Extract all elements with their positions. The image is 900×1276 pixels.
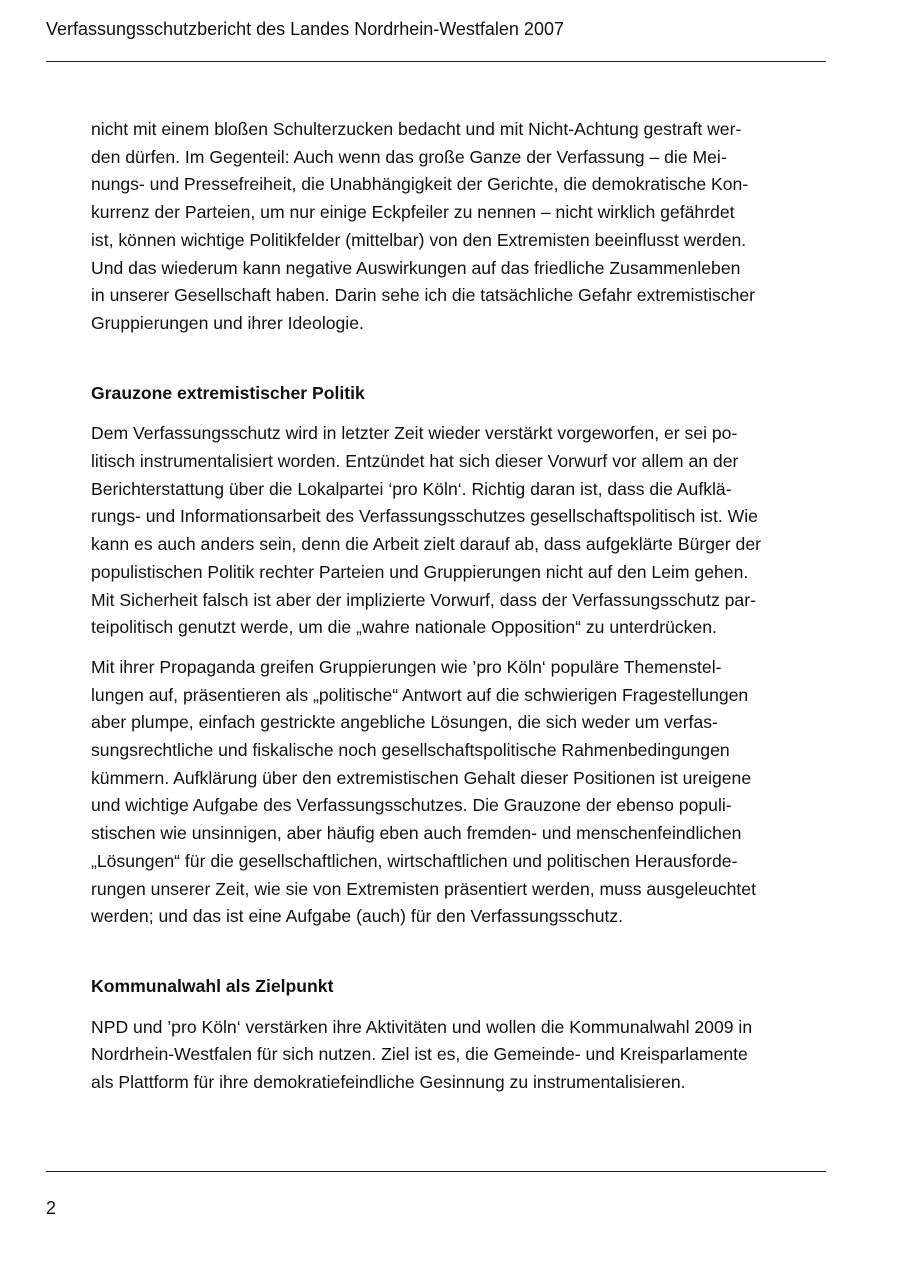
text-line: rungen unserer Zeit, wie sie von Extremisten präsentiert werden, muss ausgeleuchtet: [91, 878, 756, 899]
text-line: ist, können wichtige Politikfelder (mittelbar) von den Extremisten beeinflusst werden.: [91, 229, 747, 250]
body-paragraph: [91, 116, 831, 338]
text-line: Gruppierungen und ihrer Ideologie.: [91, 312, 364, 333]
text-line: NPD und ’pro Köln‘ verstärken ihre Aktivitäten und wollen die Kommunalwahl 2009 in: [91, 1016, 753, 1037]
text-line: Mit ihrer Propaganda greifen Gruppierungen wie ’pro Köln‘ populäre Themenstel-: [91, 656, 722, 677]
header-divider: [46, 61, 826, 62]
text-line: stischen wie unsinnigen, aber häufig eben auch fremden- und menschenfeindlichen: [91, 823, 742, 844]
text-line: kann es auch anders sein, denn die Arbeit zielt darauf ab, dass aufgeklärte Bürger der: [91, 534, 761, 555]
text-line: den dürfen. Im Gegenteil: Auch wenn das große Ganze der Verfassung – die Mei-: [91, 146, 727, 167]
body-paragraph: [91, 654, 831, 931]
text-line: Berichterstattung über die Lokalpartei ‘pro Köln‘. Richtig daran ist, dass die Aufklä-: [91, 478, 732, 499]
text-line: Mit Sicherheit falsch ist aber der implizierte Vorwurf, dass der Verfassungsschutz par-: [91, 589, 756, 610]
text-line: rungs- und Informationsarbeit des Verfassungsschutzes gesellschaftspolitisch ist. Wie: [91, 506, 758, 527]
text-line: nicht mit einem bloßen Schulterzucken bedacht und mit Nicht-Achtung gestraft wer-: [91, 119, 742, 139]
body-paragraph: [91, 420, 831, 642]
page-header-title: Verfassungsschutzbericht des Landes Nordrhein-Westfalen 2007: [46, 19, 564, 39]
text-line: und wichtige Aufgabe des Verfassungsschutzes. Die Grauzone der ebenso populi-: [91, 795, 732, 816]
text-line: kurrenz der Parteien, um nur einige Eckpfeiler zu nennen – nicht wirklich gefährdet: [91, 202, 735, 223]
text-line: Und das wiederum kann negative Auswirkungen auf das friedliche Zusammenleben: [91, 257, 741, 278]
text-line: sungsrechtliche und fiskalische noch gesellschaftspolitische Rahmenbedingungen: [91, 740, 730, 761]
text-line: Nordrhein-Westfalen für sich nutzen. Ziel ist es, die Gemeinde- und Kreisparlamente: [91, 1044, 748, 1065]
text-line: Dem Verfassungsschutz wird in letzter Zeit wieder verstärkt vorgeworfen, er sei po-: [91, 423, 738, 444]
footer-divider: [46, 1171, 826, 1172]
body-paragraph: [91, 1014, 831, 1097]
text-line: in unserer Gesellschaft haben. Darin sehe ich die tatsächliche Gefahr extremistischer: [91, 285, 756, 306]
text-line: kümmern. Aufklärung über den extremistischen Gehalt dieser Positionen ist ureigene: [91, 767, 752, 788]
text-line: litisch instrumentalisiert worden. Entzündet hat sich dieser Vorwurf vor allem an der: [91, 451, 739, 472]
text-line: lungen auf, präsentieren als „politische“ Antwort auf die schwierigen Fragestellungen: [91, 684, 749, 705]
text-line: „Lösungen“ für die gesellschaftlichen, wirtschaftlichen und politischen Herausforde-: [91, 850, 738, 871]
section-heading: Grauzone extremistischer Politik: [91, 382, 365, 403]
text-line: werden; und das ist eine Aufgabe (auch) für den Verfassungsschutz.: [91, 906, 624, 927]
text-line: teipolitisch genutzt werde, um die „wahre nationale Opposition“ zu unterdrücken.: [91, 617, 717, 638]
text-line: nungs- und Pressefreiheit, die Unabhängigkeit der Gerichte, die demokratische Kon-: [91, 174, 749, 195]
page-number: 2: [46, 1198, 57, 1218]
main-content: [91, 116, 831, 1097]
text-line: aber plumpe, einfach gestrickte angebliche Lösungen, die sich weder um verfas-: [91, 712, 718, 733]
section-heading: Kommunalwahl als Zielpunkt: [91, 975, 334, 996]
text-line: populistischen Politik rechter Parteien und Gruppierungen nicht auf den Leim gehen.: [91, 561, 749, 582]
text-line: als Plattform für ihre demokratiefeindliche Gesinnung zu instrumentalisieren.: [91, 1072, 686, 1093]
